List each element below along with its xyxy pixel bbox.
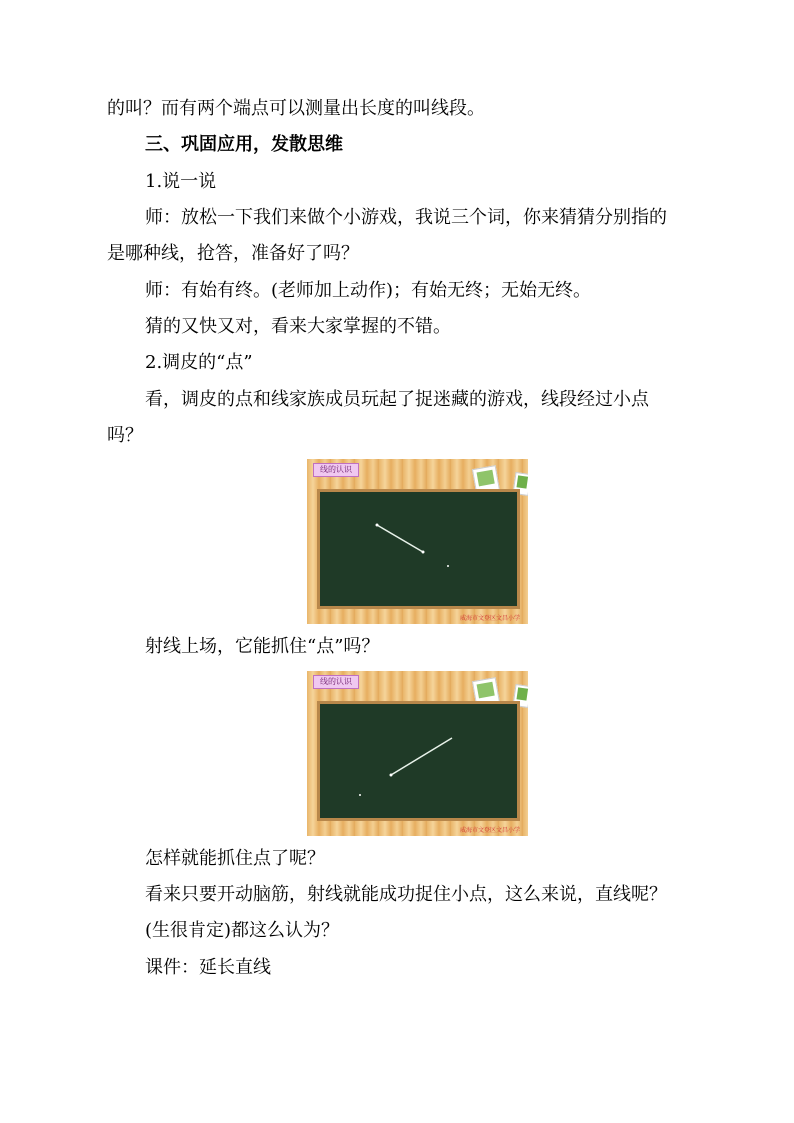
paragraph-12: (生很肯定)都这么认为？ xyxy=(145,920,340,941)
slide-tag: 线的认识 xyxy=(313,463,359,477)
slide-footer: 威海市文登区文昌小学 xyxy=(459,615,520,622)
paragraph-6: 猜的又快又对，看来大家掌握的不错。 xyxy=(145,316,451,337)
slide-image-ray xyxy=(307,671,528,836)
paragraph-11: 看来只要开动脑筋，射线就能成功捉住小点，这么来说，直线呢？ xyxy=(145,884,667,905)
paragraph-8a: 看，调皮的点和线家族成员玩起了捉迷藏的游戏，线段经过小点 xyxy=(145,389,649,410)
segment-drawing xyxy=(307,459,528,624)
line-segment xyxy=(377,525,423,552)
paragraph-4b: 是哪种线，抢答，准备好了吗？ xyxy=(107,243,359,264)
small-point xyxy=(359,794,361,796)
ray-endpoint xyxy=(390,774,393,777)
paragraph-10: 怎样就能抓住点了呢？ xyxy=(145,848,325,869)
segment-endpoint xyxy=(376,524,379,527)
paragraph-13: 课件：延长直线 xyxy=(145,957,271,978)
slide-tag: 线的认识 xyxy=(313,675,359,689)
section-heading: 三、巩固应用，发散思维 xyxy=(145,134,343,155)
slide-image-segment xyxy=(307,459,528,624)
paragraph-8b: 吗？ xyxy=(107,425,143,446)
subheading-1: 1.说一说 xyxy=(145,171,217,192)
subheading-2: 2.调皮的“点” xyxy=(145,352,253,373)
paragraph-5: 师：有始有终。(老师加上动作)；有始无终；无始无终。 xyxy=(145,280,592,301)
paragraph-1: 的叫？而有两个端点可以测量出长度的叫线段。 xyxy=(107,98,485,119)
segment-endpoint xyxy=(422,551,425,554)
slide-footer: 威海市文登区文昌小学 xyxy=(459,827,520,834)
paragraph-4a: 师：放松一下我们来做个小游戏，我说三个词，你来猜猜分别指的 xyxy=(145,207,667,228)
paragraph-9: 射线上场，它能抓住“点”吗？ xyxy=(145,636,380,657)
ray xyxy=(391,738,452,775)
ray-drawing xyxy=(307,671,528,836)
small-point xyxy=(447,565,449,567)
